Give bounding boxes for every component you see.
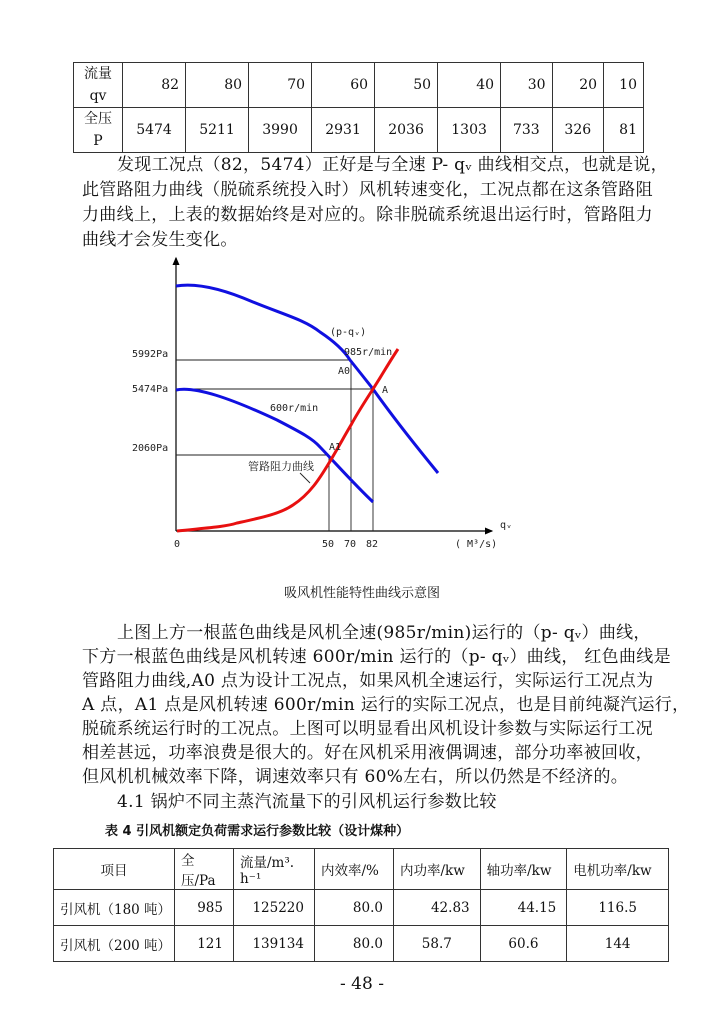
section-heading: 4.1 锅炉不同主蒸汽流量下的引风机运行参数比较 [117, 792, 497, 812]
cell: 2036 [375, 108, 438, 153]
x-axis-label: qᵥ [500, 520, 513, 531]
cell: 58.7 [393, 926, 480, 962]
x-unit-label: ( M³/s) [455, 539, 498, 550]
header-cell: 轴功率/kw [480, 849, 567, 890]
curve-label-pipe: 管路阻力曲线 [248, 460, 314, 473]
table-header-row [54, 849, 669, 890]
curve-label-600: 600r/min [270, 403, 319, 414]
cell: 10 [604, 63, 644, 108]
label: 流量 [84, 66, 112, 82]
text-line: A 点，A1 点是风机转速 600r/min 运行的实际工况点，也是目前纯凝汽运行， [82, 695, 690, 715]
header-cell: 内功率/kw [393, 849, 480, 890]
cell: 40 [438, 63, 501, 108]
y-label-5992: 5992Pa [132, 349, 169, 360]
cell: 3990 [249, 108, 312, 153]
cell: 2931 [312, 108, 375, 153]
cell: 80.0 [315, 926, 394, 962]
cell: 60 [312, 63, 375, 108]
cell: 139134 [234, 926, 315, 962]
cell: 121 [175, 926, 234, 962]
cell: 60.6 [480, 926, 567, 962]
point-a0-label: A0 [338, 366, 351, 377]
x-label-0: 0 [174, 539, 181, 550]
row-header-pressure: 全压 P [74, 108, 123, 153]
table4-caption: 表 4 引风机额定负荷需求运行参数比较（设计煤种） [105, 824, 410, 839]
text-line: 力曲线上，上表的数据始终是对应的。除非脱硫系统退出运行时，管路阻力 [82, 205, 653, 225]
cell: 70 [249, 63, 312, 108]
label: qv [89, 88, 107, 104]
x-label-70: 70 [344, 539, 357, 550]
cell: 82 [123, 63, 186, 108]
cell: 5211 [186, 108, 249, 153]
text-line: 但风机机械效率下降，调速效率只有 60%左右，所以仍然是不经济的。 [82, 767, 629, 787]
text-line: 下方一根蓝色曲线是风机转速 600r/min 运行的（p- qᵥ）曲线， 红色曲线是 [82, 647, 671, 667]
cell: 144 [567, 926, 669, 962]
cell: 80 [186, 63, 249, 108]
curve-label-pq: (p-qᵥ) [330, 327, 367, 338]
text-line: 此管路阻力曲线（脱硫系统投入时）风机转速变化，工况点都在这条管路阻 [82, 180, 653, 200]
cell: 985 [175, 890, 234, 926]
cell: 50 [375, 63, 438, 108]
text-line: 曲线才会发生变化。 [82, 230, 238, 250]
cell: 20 [552, 63, 603, 108]
text-line: 发现工况点（82，5474）正好是与全速 P- qᵥ 曲线相交点，也就是说， [117, 155, 668, 175]
header-cell: 项目 [54, 849, 175, 890]
table-row [54, 926, 669, 962]
cell: 44.15 [480, 890, 567, 926]
fan-parameters-table [53, 848, 669, 962]
header-cell: 电机功率/kw [567, 849, 669, 890]
y-label-5474: 5474Pa [132, 384, 169, 395]
cell: 326 [552, 108, 603, 153]
y-label-2060: 2060Pa [132, 443, 169, 454]
cell: 引风机（200 吨） [54, 926, 175, 962]
point-a1-label: A1 [329, 442, 342, 453]
curve-985rpm [176, 285, 438, 473]
cell: 42.83 [393, 890, 480, 926]
cell: 引风机（180 吨） [54, 890, 175, 926]
cell: 125220 [234, 890, 315, 926]
header-cell: 内效率/% [315, 849, 394, 890]
page-number: - 48 - [340, 974, 384, 994]
cell: 5474 [123, 108, 186, 153]
cell: 30 [501, 63, 552, 108]
table-row [54, 890, 669, 926]
curve-label-985: 985r/min [344, 347, 393, 358]
header-cell: 全压/Pa [175, 849, 234, 890]
cell: 81 [604, 108, 644, 153]
guide-lines [176, 360, 373, 531]
header-cell: 流量/m³. h⁻¹ [234, 849, 315, 890]
cell: 1303 [438, 108, 501, 153]
text-line: 相差甚远，功率浪费是很大的。好在风机采用液偶调速，部分功率被回收， [82, 743, 653, 763]
text-line: 脱硫系统运行时的工况点。上图可以明显看出风机设计参数与实际运行工况 [82, 719, 653, 739]
diagram-caption: 吸风机性能特性曲线示意图 [283, 586, 440, 601]
x-label-50: 50 [322, 539, 335, 550]
x-label-82: 82 [366, 539, 379, 550]
text-line: 管路阻力曲线,A0 点为设计工况点，如果风机全速运行，实际运行工况点为 [82, 671, 654, 691]
cell: 116.5 [567, 890, 669, 926]
cell: 733 [501, 108, 552, 153]
cell: 80.0 [315, 890, 394, 926]
text-line: 上图上方一根蓝色曲线是风机全速(985r/min)运行的（p- qᵥ）曲线， [117, 623, 651, 643]
point-a-label: A [382, 385, 389, 396]
